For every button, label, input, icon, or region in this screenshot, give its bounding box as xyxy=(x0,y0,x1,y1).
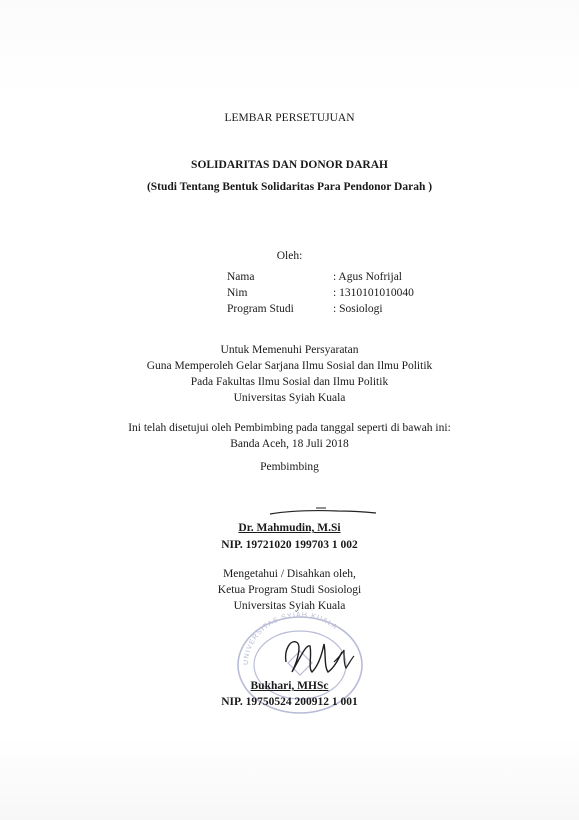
name-value: : Agus Nofrijal xyxy=(333,271,402,283)
acknowledged-line: Universitas Syiah Kuala xyxy=(233,600,346,612)
supervisor-role: Pembimbing xyxy=(260,461,319,473)
name-label: Nama xyxy=(227,271,255,283)
supervisor-signature xyxy=(268,505,378,519)
head-name: Bukhari, MHSc xyxy=(250,680,329,692)
title: SOLIDARITAS DAN DONOR DARAH xyxy=(191,159,388,171)
subtitle: (Studi Tentang Bentuk Solidaritas Para Pendonor Darah ) xyxy=(146,181,433,193)
supervisor-name: Dr. Mahmudin, M.Si xyxy=(238,522,341,534)
nim-value: : 1310101010040 xyxy=(333,287,414,299)
program-label: Program Studi xyxy=(227,303,294,315)
purpose-line: Pada Fakultas Ilmu Sosial dan Ilmu Politik xyxy=(190,376,389,388)
header: LEMBAR PERSETUJUAN xyxy=(224,112,355,124)
approval-text: Ini telah disetujui oleh Pembimbing pada tanggal seperti di bawah ini: xyxy=(128,422,451,434)
stamp-text: UNIVERSITAS SYIAH KUALA xyxy=(242,611,339,666)
head-nip: NIP. 19750524 200912 1 001 xyxy=(221,696,358,708)
purpose-line: Guna Memperoleh Gelar Sarjana Ilmu Sosial dan Ilmu Politik xyxy=(146,360,433,372)
supervisor-nip: NIP. 19721020 199703 1 002 xyxy=(221,539,358,551)
program-value: : Sosiologi xyxy=(333,303,383,315)
head-signature xyxy=(278,632,358,682)
nim-label: Nim xyxy=(227,287,248,299)
purpose-line: Untuk Memenuhi Persyaratan xyxy=(220,344,359,356)
place-date: Banda Aceh, 18 Juli 2018 xyxy=(230,438,349,450)
by-label: Oleh: xyxy=(276,250,303,262)
acknowledged-line: Mengetahui / Disahkan oleh, xyxy=(223,568,356,580)
acknowledged-line: Ketua Program Studi Sosiologi xyxy=(217,584,362,596)
purpose-line: Universitas Syiah Kuala xyxy=(233,392,346,404)
